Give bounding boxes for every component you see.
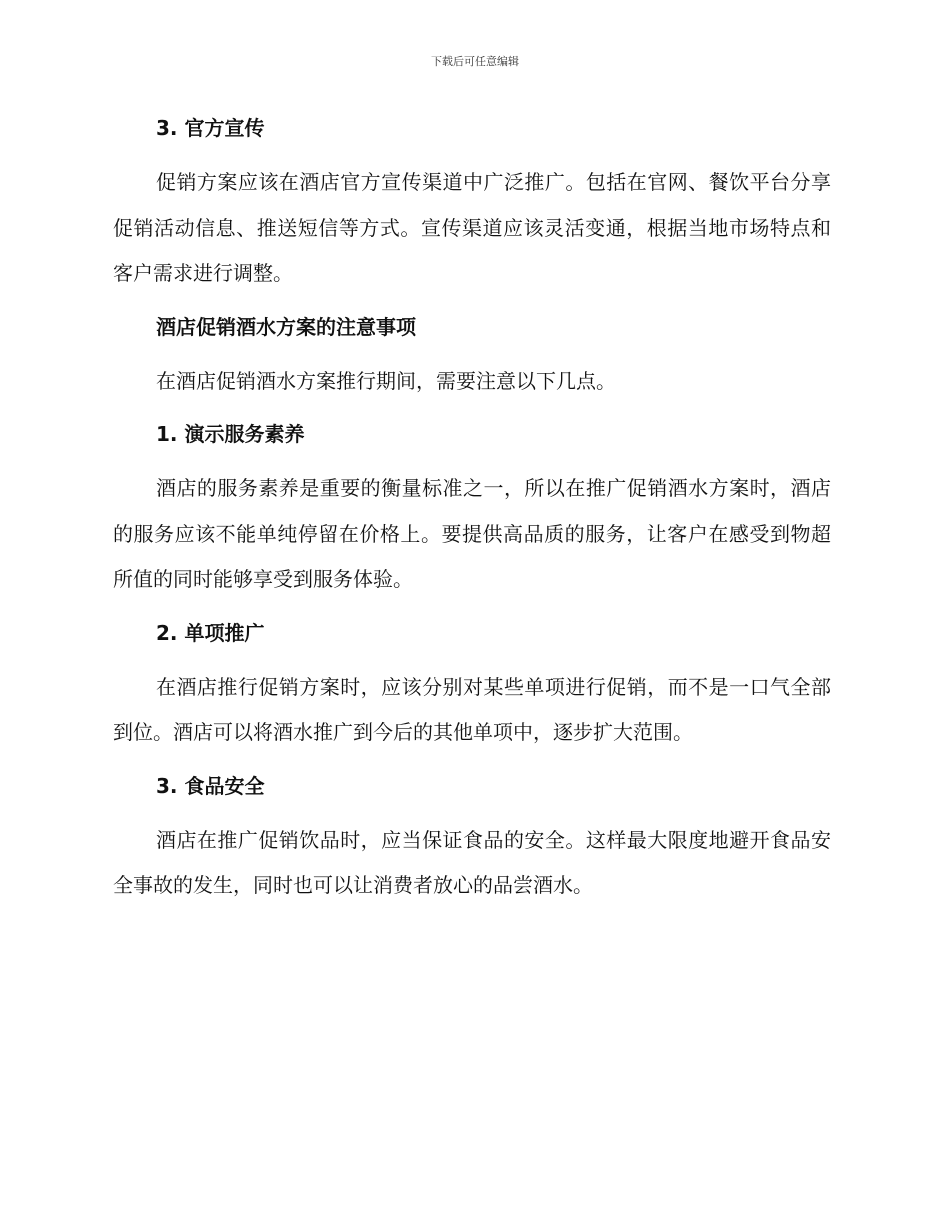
paragraph-official-promotion: 促销方案应该在酒店官方宣传渠道中广泛推广。包括在官网、餐饮平台分享促销活动信息、推送短信等方式。宣传渠道应该灵活变通，根据当地市场特点和客户需求进行调整。 bbox=[113, 170, 831, 285]
document-body bbox=[113, 110, 831, 909]
section-heading-food-safety: 3. 食品安全 bbox=[156, 773, 265, 798]
paragraph-precautions-intro: 在酒店促销酒水方案推行期间，需要注意以下几点。 bbox=[156, 368, 616, 393]
section-heading-precautions: 酒店促销酒水方案的注意事项 bbox=[156, 314, 416, 339]
section-heading-official-promotion: 3. 官方宣传 bbox=[156, 116, 265, 140]
paragraph-service-quality: 酒店的服务素养是重要的衡量标准之一，所以在推广促销酒水方案时，酒店的服务应该不能单纯停留在价格上。要提供高品质的服务，让客户在感受到物超所值的同时能够享受到服务体验。 bbox=[113, 476, 831, 591]
paragraph-single-item: 在酒店推行促销方案时，应该分别对某些单项进行促销，而不是一口气全部到位。酒店可以将酒水推广到今后的其他单项中，逐步扩大范围。 bbox=[113, 674, 831, 744]
page-header-note: 下载后可任意编辑 bbox=[431, 55, 519, 68]
section-heading-service-quality: 1. 演示服务素养 bbox=[156, 422, 305, 446]
paragraph-food-safety: 酒店在推广促销饮品时，应当保证食品的安全。这样最大限度地避开食品安全事故的发生，同时也可以让消费者放心的品尝酒水。 bbox=[113, 827, 831, 897]
section-heading-single-item: 2. 单项推广 bbox=[156, 620, 265, 645]
